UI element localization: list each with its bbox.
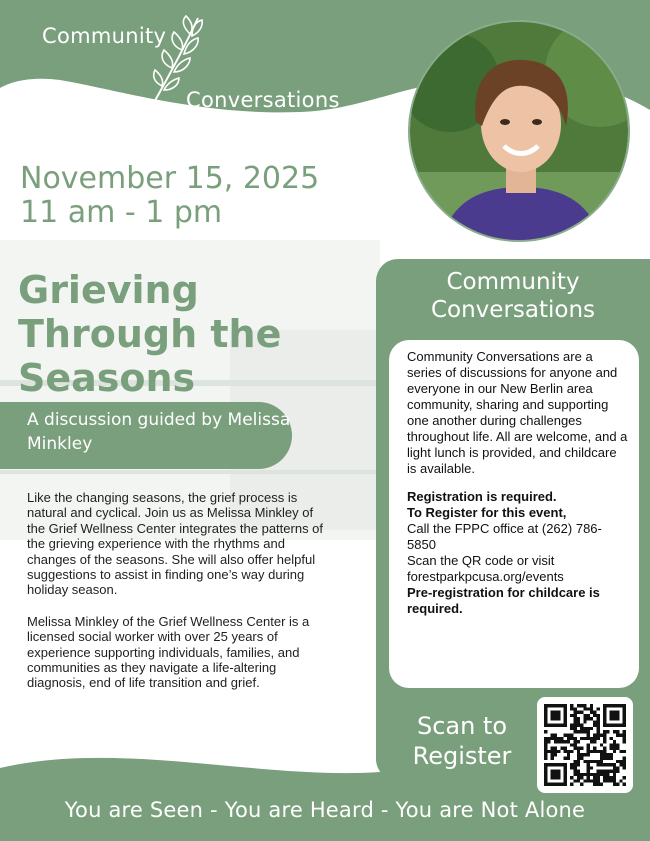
registration-required: Registration is required. (407, 489, 557, 504)
event-title: Grieving Through the Seasons (18, 268, 282, 400)
guided-by-banner: A discussion guided by Melissa Minkley (0, 402, 292, 469)
event-date: November 15, 2025 (20, 161, 320, 196)
to-register: To Register for this event, (407, 505, 567, 520)
scan-or-visit: Scan the QR code or visit forestparkpcusa.org/events (407, 553, 564, 584)
footer-tagline: You are Seen - You are Heard - You are Not Alone (64, 798, 586, 822)
panel-title: Community Conversations (430, 269, 596, 323)
call-office: Call the FPPC office at (262) 786-5850 (407, 521, 602, 552)
childcare-note: Pre-registration for childcare is required. (407, 585, 600, 616)
event-description (27, 490, 327, 691)
info-box (389, 340, 639, 688)
description-paragraph-1: Like the changing seasons, the grief process is natural and cyclical. Join us as Melissa Minkley of the Grief Wellness Center integrates the patterns of the grieving experience with the rhythms and changes of the seasons. She will also offer helpful suggestions to assist in finding one’s way during holiday season. (27, 490, 324, 598)
series-description: Community Conversations are a series of discussions for anyone and everyone in our New Berlin area community, sharing and supporting one another during challenges throughout life. All are welcome, and a light lunch is provided, and childcare is available. (407, 349, 628, 476)
logo-line-community: Community (42, 24, 167, 48)
qr-code[interactable] (537, 697, 633, 793)
description-paragraph-2: Melissa Minkley of the Grief Wellness Center is a licensed social worker with over 25 years of experience supporting individuals, families, and communities as they navigate a life-altering diagnosis, end of life transition and grief. (27, 613, 310, 691)
speaker-portrait-illustration (410, 22, 630, 242)
logo-line-conversations: Conversations (186, 88, 340, 112)
event-time: 11 am - 1 pm (20, 195, 223, 230)
qr-code-icon (544, 704, 626, 786)
scan-to-register-label: Scan to Register (412, 712, 512, 770)
speaker-photo (408, 20, 630, 242)
